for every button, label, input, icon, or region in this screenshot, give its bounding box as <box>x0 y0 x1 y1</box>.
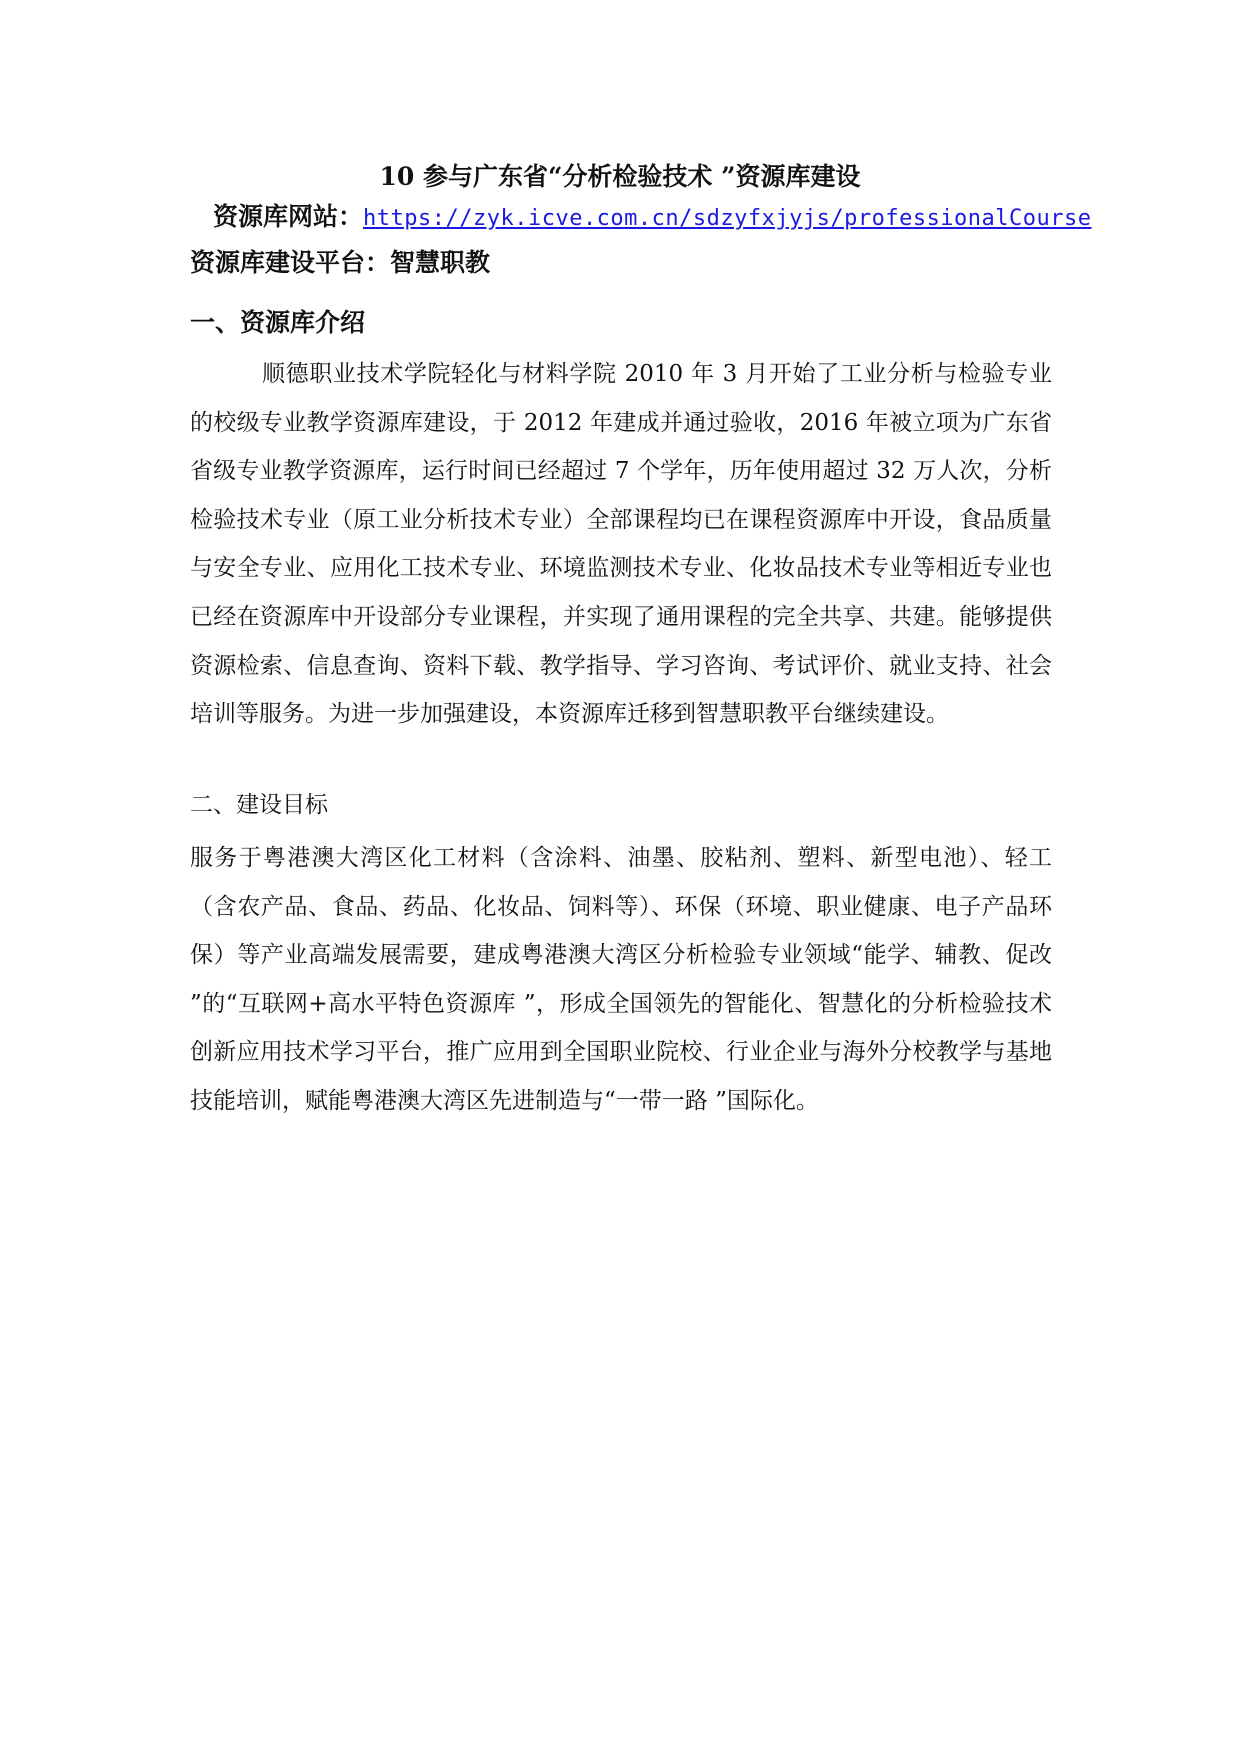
website-link[interactable]: https://zyk.icve.com.cn/sdzyfxjyjs/professionalCourse <box>363 206 1092 231</box>
website-label: 资源库网站： <box>213 202 364 231</box>
goals-paragraph: 服务于粤港澳大湾区化工材料（含涂料、油墨、胶粘剂、塑料、新型电池）、轻工（含农产品、食品、药品、化妆品、饲料等）、环保（环境、职业健康、电子产品环保）等产业高端发展需要，建成粤港澳大湾区分析检验专业领域“能学、辅教、促改 ”的“互联网+高水平特色资源库 ”，形成全国领先的智能化、智慧化的分析检验技术创新应用技术学习平台，推广应用到全国职业院校、行业企业与海外分校教学与基地技能培训，赋能粤港澳大湾区先进制造与“一带一路 ”国际化。 <box>190 845 1052 1114</box>
website-line <box>213 200 1092 236</box>
platform-line: 资源库建设平台：智慧职教 <box>190 248 491 277</box>
section-heading-goals: 二、建设目标 <box>190 792 328 818</box>
section-heading-intro: 一、资源库介绍 <box>190 308 366 337</box>
document-title: 10 参与广东省“分析检验技术 ”资源库建设 <box>379 162 861 191</box>
intro-paragraph: 顺德职业技术学院轻化与材料学院 2010 年 3 月开始了工业分析与检验专业的校级专业教学资源库建设，于 2012 年建成并通过验收，2016 年被立项为广东省省级专业教学资源库，运行时间已经超过 7 个学年，历年使用超过 32 万人次，分析检验技术专业（原工业分析技术专业）全部课程均已在课程资源库中开设，食品质量与安全专业、应用化工技术专业、环境监测技术专业、化妆品技术专业等相近专业也已经在资源库中开设部分专业课程，并实现了通用课程的完全共享、共建。能够提供资源检索、信息查询、资料下载、教学指导、学习咨询、考试评价、就业支持、社会培训等服务。为进一步加强建设，本资源库迁移到智慧职教平台继续建设。 <box>190 361 1052 728</box>
